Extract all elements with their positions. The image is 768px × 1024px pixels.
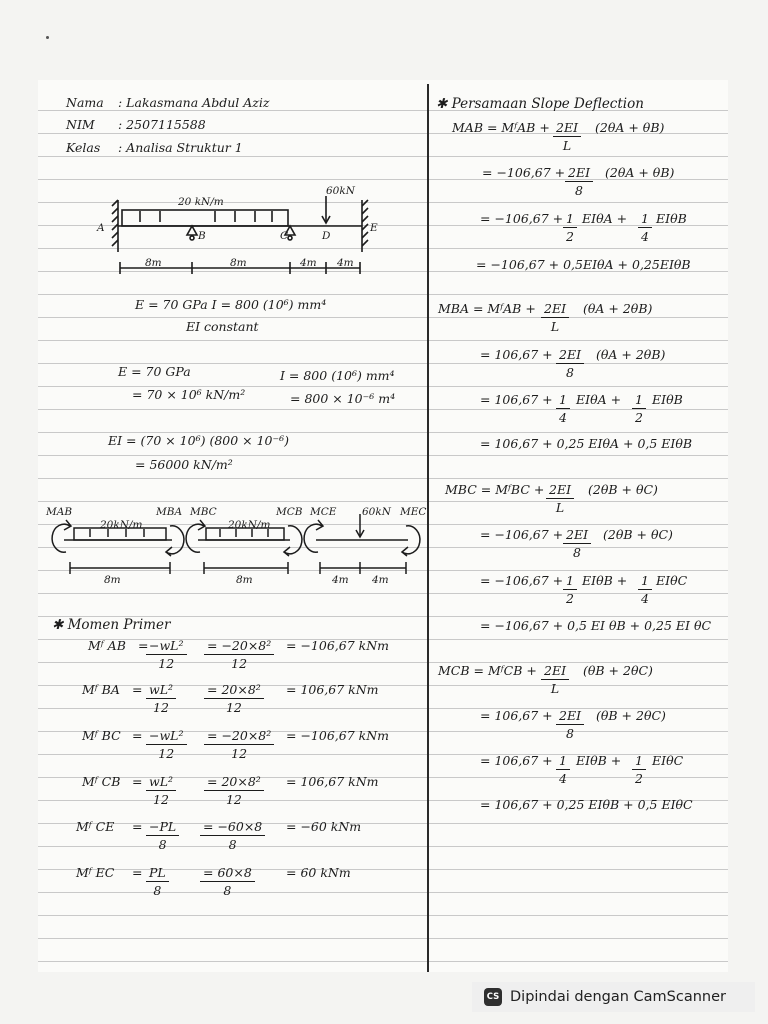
mab-l3-frac1: $\frac{1}{2}$	[563, 212, 577, 244]
fem-result: = −106,67 kNm	[286, 728, 389, 743]
fem-lhs: Mᶠ BA	[82, 682, 120, 697]
udl-label: 20 kN/m	[178, 196, 224, 208]
span-4: 4m	[337, 257, 354, 269]
fem-frac: $\frac{\text{−wL²}}{12}$	[146, 639, 187, 671]
fem-frac: $\frac{\text{wL²}}{12}$	[146, 683, 176, 715]
point-load-label: 60kN	[326, 185, 355, 197]
mat-line2: EI constant	[186, 319, 259, 334]
fbd-mcb: MCB	[276, 506, 303, 518]
fem-eq: =	[132, 682, 143, 697]
mab-l1-frac: $\frac{2EI}{L}$	[553, 121, 581, 153]
mbc-l1-post: (2θB + θC)	[588, 482, 658, 497]
mcb-l3-frac1: $\frac{1}{4}$	[556, 754, 570, 786]
fem-result: = −60 kNm	[286, 819, 362, 834]
fem-result: = 106,67 kNm	[286, 682, 379, 697]
fem-frac-values: $\frac{= 60\times 8}{8}$	[200, 866, 255, 898]
node-e: E	[370, 222, 378, 234]
mab-l2-post: (2θA + θB)	[605, 165, 675, 180]
mcb-l3-post: EIθC	[652, 753, 684, 768]
span-1: 8m	[145, 257, 162, 269]
mbc-l2-frac: $\frac{2EI}{8}$	[563, 528, 591, 560]
mat-line6: = 56000 kN/m²	[135, 457, 233, 472]
mba-l3-pre: = 106,67 +	[480, 392, 553, 407]
mba-l3-mid: EIθA +	[576, 392, 622, 407]
class-label: Kelas	[66, 140, 101, 155]
mbc-l1-frac: $\frac{2EI}{L}$	[546, 483, 574, 515]
mcb-l1-pre: MCB = MᶠCB +	[438, 663, 537, 678]
fem-lhs: Mᶠ AB	[88, 638, 126, 653]
mbc-l3-frac2: $\frac{1}{4}$	[638, 574, 652, 606]
mat-line3a: E = 70 GPa	[118, 364, 191, 379]
fem-lhs: Mᶠ CE	[76, 819, 115, 834]
fbd-mce: MCE	[310, 506, 337, 518]
fbd-mec: MEC	[400, 506, 427, 518]
nim-value: : 2507115588	[118, 117, 206, 132]
mbc-l1-pre: MBC = MᶠBC +	[445, 482, 545, 497]
mab-l3-pre: = −106,67 +	[480, 211, 564, 226]
span-2: 8m	[230, 257, 247, 269]
class-value: : Analisa Struktur 1	[118, 140, 243, 155]
mba-l4: = 106,67 + 0,25 EIθA + 0,5 EIθB	[480, 436, 693, 451]
scanner-text: Dipindai dengan CamScanner	[510, 989, 727, 1005]
mat-line4a: = 70 × 10⁶ kN/m²	[132, 387, 246, 402]
fem-frac: $\frac{PL}{8}$	[146, 866, 169, 898]
mcb-l3-frac2: $\frac{1}{2}$	[632, 754, 646, 786]
fbd-span1: 8m	[104, 574, 121, 586]
fem-result: = 60 kNm	[286, 865, 351, 880]
mcb-l1-post: (θB + 2θC)	[583, 663, 653, 678]
fem-eq: =	[138, 638, 149, 653]
mab-l3-post: EIθB	[656, 211, 687, 226]
fem-frac-values: $\frac{\text{= −20×8²}}{12}$	[204, 639, 274, 671]
node-d: D	[322, 230, 331, 242]
fbd-point: 60kN	[362, 506, 391, 518]
fbd-udl1: 20kN/m	[100, 519, 143, 531]
mab-l2-frac: $\frac{2EI}{8}$	[565, 166, 593, 198]
node-c: C	[280, 230, 289, 242]
fbd-udl2: 20kN/m	[228, 519, 271, 531]
mab-l3-mid: EIθA +	[582, 211, 628, 226]
fixed-end-title: ✱ Momen Primer	[52, 617, 171, 633]
mat-line5: EI = (70 × 10⁶) (800 × 10⁻⁶)	[108, 433, 289, 448]
mcb-l4: = 106,67 + 0,25 EIθB + 0,5 EIθC	[480, 797, 693, 812]
mab-l1-post: (2θA + θB)	[595, 120, 665, 135]
fem-frac: $\frac{\text{wL²}}{12}$	[146, 775, 176, 807]
node-a: A	[97, 222, 105, 234]
fbd-span3: 4m	[332, 574, 349, 586]
fem-frac-values: $\frac{\text{= 20×8²}}{12}$	[204, 775, 264, 807]
mba-l2-frac: $\frac{2EI}{8}$	[556, 348, 584, 380]
fbd-span4: 4m	[372, 574, 389, 586]
name-value: : Lakasmana Abdul Aziz	[118, 95, 270, 110]
mcb-l2-post: (θB + 2θC)	[596, 708, 666, 723]
mcb-l2-pre: = 106,67 +	[480, 708, 553, 723]
mba-l3-frac2: $\frac{1}{2}$	[632, 393, 646, 425]
fem-frac-values: $\frac{\text{= 20×8²}}{12}$	[204, 683, 264, 715]
mat-line3b: I = 800 (10⁶) mm⁴	[280, 368, 395, 383]
fbd-mab: MAB	[46, 506, 73, 518]
fem-frac-values: $\frac{= -60\times 8}{8}$	[200, 820, 265, 852]
mbc-l2-pre: = −106,67 +	[480, 527, 564, 542]
fem-eq: =	[132, 865, 143, 880]
span-3: 4m	[300, 257, 317, 269]
fem-lhs: Mᶠ EC	[76, 865, 115, 880]
fem-result: = −106,67 kNm	[286, 638, 389, 653]
mat-line4b: = 800 × 10⁻⁶ m⁴	[290, 391, 396, 406]
mbc-l3-frac1: $\frac{1}{2}$	[563, 574, 577, 606]
mab-l1-pre: MAB = MᶠAB +	[452, 120, 550, 135]
fem-result: = 106,67 kNm	[286, 774, 379, 789]
scanner-watermark	[472, 982, 755, 1012]
fem-lhs: Mᶠ BC	[82, 728, 121, 743]
nim-label: NIM	[66, 117, 95, 132]
fem-eq: =	[132, 728, 143, 743]
fem-frac-values: $\frac{\text{= −20×8²}}{12}$	[204, 729, 274, 761]
mcb-l3-pre: = 106,67 +	[480, 753, 553, 768]
fem-frac: $\frac{\text{−wL²}}{12}$	[146, 729, 187, 761]
mbc-l4: = −106,67 + 0,5 EI θB + 0,25 EI θC	[480, 618, 712, 633]
mba-l1-frac: $\frac{2EI}{L}$	[541, 302, 569, 334]
mba-l3-post: EIθB	[652, 392, 683, 407]
mbc-l3-mid: EIθB +	[582, 573, 628, 588]
fbd-mbc: MBC	[190, 506, 217, 518]
mba-l1-post: (θA + 2θB)	[583, 301, 653, 316]
mbc-l3-post: EIθC	[656, 573, 688, 588]
name-label: Nama	[66, 95, 104, 110]
mab-l2-pre: = −106,67 +	[482, 165, 566, 180]
fem-eq: =	[132, 774, 143, 789]
fem-lhs: Mᶠ CB	[82, 774, 121, 789]
fem-frac: $\frac{-PL}{8}$	[146, 820, 179, 852]
mab-l4: = −106,67 + 0,5EIθA + 0,25EIθB	[476, 257, 691, 272]
mbc-l3-pre: = −106,67 +	[480, 573, 564, 588]
mba-l3-frac1: $\frac{1}{4}$	[556, 393, 570, 425]
node-b: B	[198, 230, 206, 242]
mbc-l2-post: (2θB + θC)	[603, 527, 673, 542]
fbd-span2: 8m	[236, 574, 253, 586]
slope-deflection-title: ✱ Persamaan Slope Deflection	[436, 96, 644, 112]
camscanner-logo-icon: CS	[484, 988, 502, 1006]
mab-l3-frac2: $\frac{1}{4}$	[638, 212, 652, 244]
mat-line1: E = 70 GPa I = 800 (10⁶) mm⁴	[135, 297, 327, 312]
mba-l2-pre: = 106,67 +	[480, 347, 553, 362]
mcb-l1-frac: $\frac{2EI}{L}$	[541, 664, 569, 696]
mcb-l3-mid: EIθB +	[576, 753, 622, 768]
mba-l1-pre: MBA = MᶠAB +	[438, 301, 536, 316]
mba-l2-post: (θA + 2θB)	[596, 347, 666, 362]
mcb-l2-frac: $\frac{2EI}{8}$	[556, 709, 584, 741]
fem-eq: =	[132, 819, 143, 834]
fbd-mba: MBA	[156, 506, 183, 518]
